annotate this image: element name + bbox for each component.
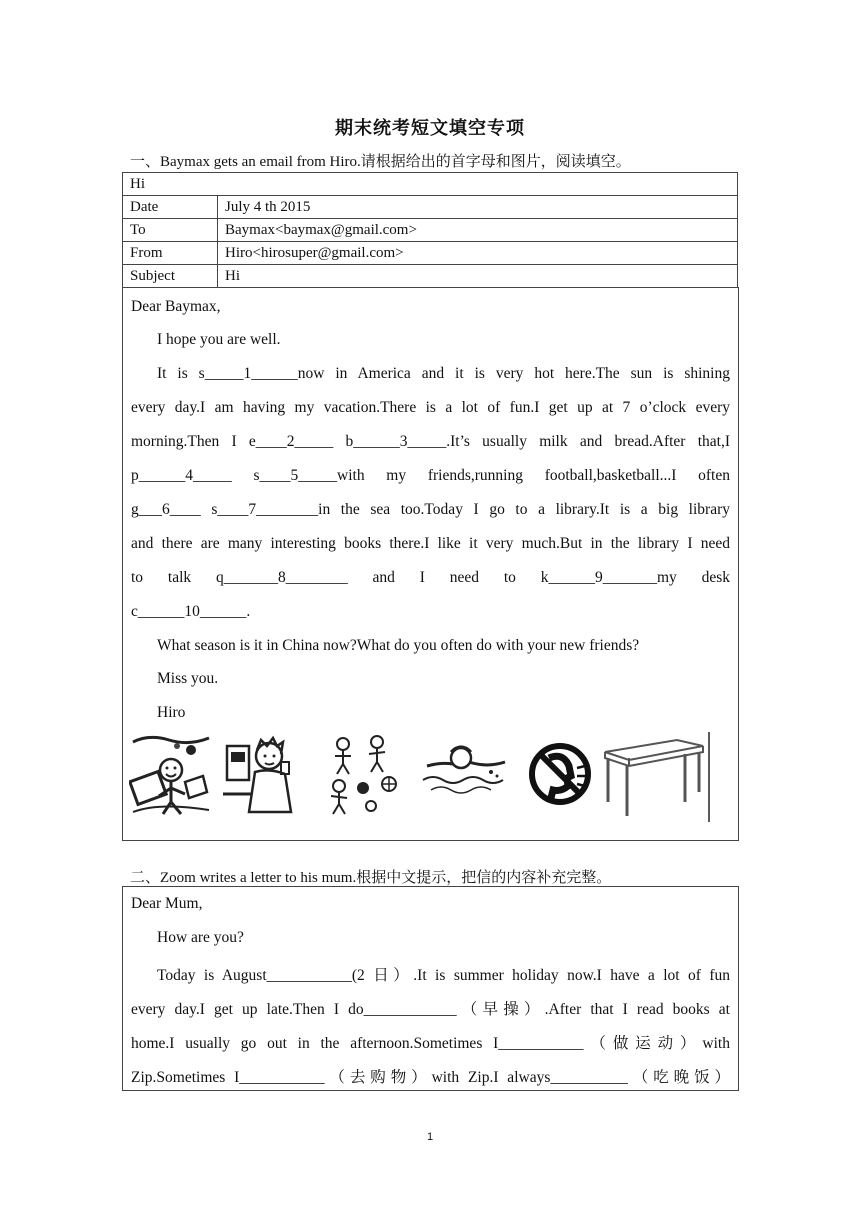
letter-box bbox=[122, 886, 739, 1091]
summer-scene-picture bbox=[129, 732, 211, 816]
letter-line: home.I usually go out in the afternoon.Sometimes I___________（做运动）with bbox=[131, 1035, 730, 1052]
subject-label: Subject bbox=[123, 265, 218, 288]
email-header-cell: Hi bbox=[123, 173, 738, 196]
page-number: 1 bbox=[426, 1131, 434, 1143]
table-row bbox=[123, 219, 738, 242]
email-line: I hope you are well. bbox=[157, 331, 281, 348]
email-line: Hiro bbox=[157, 704, 186, 721]
email-line: morning.Then I e____2_____ b______3_____.It’s usually milk and bread.After that,I bbox=[131, 433, 730, 450]
to-label: To bbox=[123, 219, 218, 242]
email-line: to talk q_______8________ and I need to k______9_______my desk bbox=[131, 569, 730, 586]
email-line: p______4_____ s____5_____with my friends,running football,basketball...I often bbox=[131, 467, 730, 484]
table-row bbox=[123, 242, 738, 265]
letter-line: every day.I get up late.Then I do____________（早操）.After that I read books at bbox=[131, 1001, 730, 1018]
email-body-box bbox=[122, 287, 739, 841]
email-line: It is s_____1______now in America and it is very hot here.The sun is shining bbox=[157, 365, 730, 382]
letter-line: How are you? bbox=[157, 929, 244, 946]
email-line: Dear Baymax, bbox=[131, 298, 221, 315]
letter-line: Today is August___________(2 日）.It is summer holiday now.I have a lot of fun bbox=[157, 967, 730, 984]
breakfast-picture bbox=[221, 732, 303, 816]
swimming-picture bbox=[421, 732, 511, 816]
email-line: What season is it in China now?What do you often do with your new friends? bbox=[157, 637, 640, 654]
email-header-table bbox=[122, 172, 738, 288]
email-line: Miss you. bbox=[157, 670, 219, 687]
to-value: Baymax<baymax@gmail.com> bbox=[218, 219, 738, 242]
email-line: and there are many interesting books there.I like it very much.But in the library I need bbox=[131, 535, 730, 552]
desk-picture bbox=[599, 732, 711, 822]
date-label: Date bbox=[123, 196, 218, 219]
email-line: g___6____ s____7________in the sea too.Today I go to a library.It is a big library bbox=[131, 501, 730, 518]
from-value: Hiro<hirosuper@gmail.com> bbox=[218, 242, 738, 265]
section2-heading: 二、Zoom writes a letter to his mum.根据中文提示，把信的内容补充完整。 bbox=[130, 870, 612, 886]
from-label: From bbox=[123, 242, 218, 265]
picture-strip bbox=[129, 732, 729, 822]
letter-line: Zip.Sometimes I___________（去购物）with Zip.I always__________（吃晚饭） bbox=[131, 1069, 730, 1086]
letter-line: Dear Mum, bbox=[131, 895, 203, 912]
section1-heading: 一、Baymax gets an email from Hiro.请根据给出的首字母和图片，阅读填空。 bbox=[130, 154, 631, 170]
email-line: c______10______. bbox=[131, 603, 251, 620]
email-header-row bbox=[123, 173, 738, 196]
table-row bbox=[123, 265, 738, 288]
page-title: 期末统考短文填空专项 bbox=[335, 118, 525, 139]
subject-value: Hi bbox=[218, 265, 738, 288]
email-line: every day.I am having my vacation.There is a lot of fun.I get up at 7 o’clock every bbox=[131, 399, 730, 416]
no-talking-picture bbox=[525, 732, 595, 816]
table-row bbox=[123, 196, 738, 219]
playing-sports-picture bbox=[323, 732, 409, 816]
date-value: July 4 th 2015 bbox=[218, 196, 738, 219]
